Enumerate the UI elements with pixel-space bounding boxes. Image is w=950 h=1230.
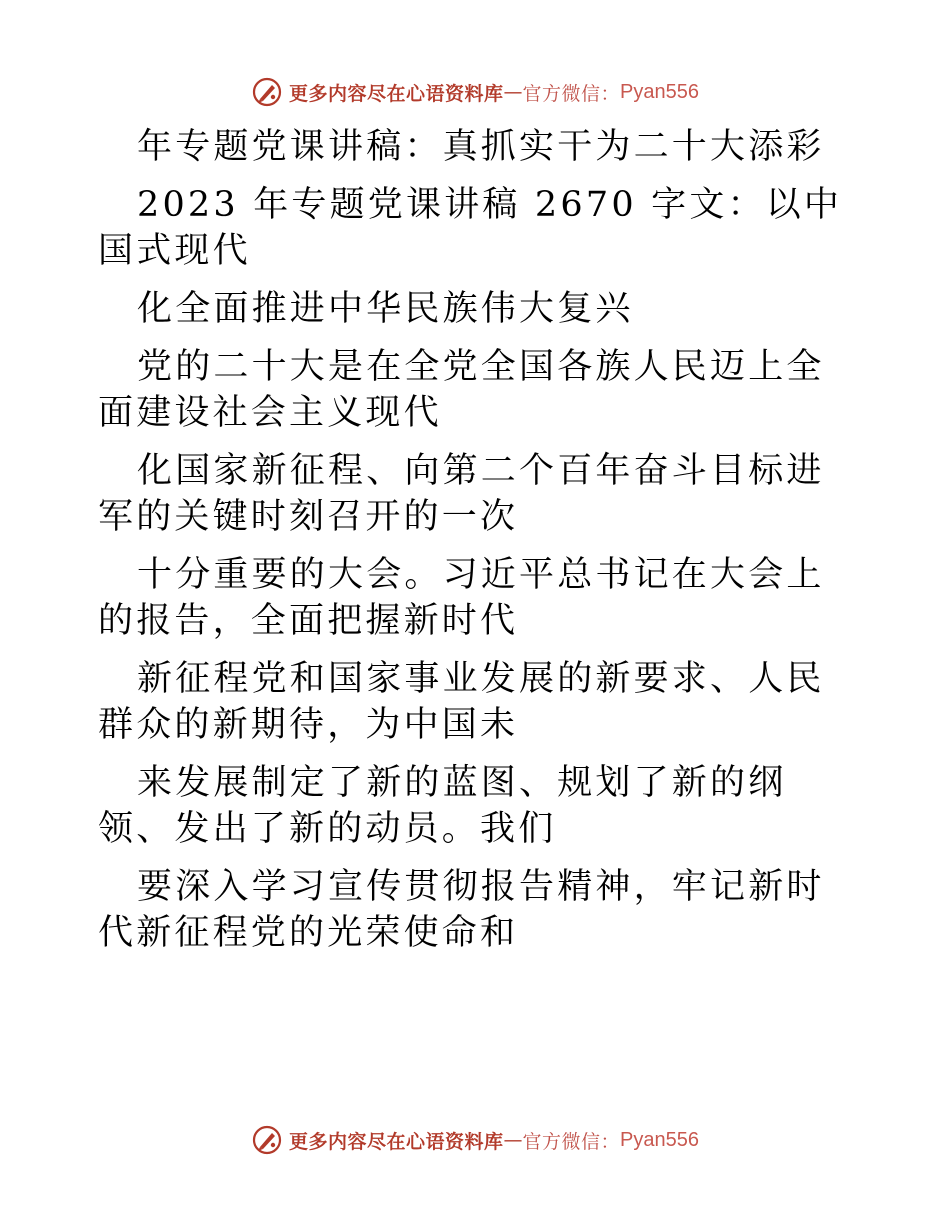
footer-banner <box>0 1120 950 1160</box>
header-wechat-id: Pyan556 <box>620 80 699 103</box>
paragraph-4: 党的二十大是在全党全国各族人民迈上全面建设社会主义现代 <box>98 347 825 433</box>
header-banner <box>0 72 950 112</box>
quill-pen-logo-icon <box>251 1124 283 1156</box>
quill-pen-logo-icon <box>251 76 283 108</box>
paragraph-1: 年专题党课讲稿：真抓实干为二十大添彩 <box>137 127 825 167</box>
paragraph-3: 化全面推进中华民族伟大复兴 <box>137 289 634 329</box>
paragraph-2: 2023 年专题党课讲稿 2670 字文：以中国式现代 <box>98 185 843 271</box>
footer-wechat-id: Pyan556 <box>620 1128 699 1151</box>
paragraph-5: 化国家新征程、向第二个百年奋斗目标进军的关键时刻召开的一次 <box>98 451 825 537</box>
paragraph-9: 要深入学习宣传贯彻报告精神，牢记新时代新征程党的光荣使命和 <box>98 867 825 953</box>
document-body <box>98 124 858 968</box>
footer-dash: — <box>503 1129 523 1151</box>
header-brand-text: 更多内容尽在心语资料库 <box>289 82 504 105</box>
header-dash: — <box>503 81 523 103</box>
header-wechat-label: 官方微信： <box>522 82 621 105</box>
footer-brand-text: 更多内容尽在心语资料库 <box>289 1130 504 1153</box>
paragraph-7: 新征程党和国家事业发展的新要求、人民群众的新期待，为中国未 <box>98 659 825 745</box>
footer-wechat-label: 官方微信： <box>522 1130 621 1153</box>
paragraph-6: 十分重要的大会。习近平总书记在大会上的报告，全面把握新时代 <box>98 555 825 641</box>
paragraph-8: 来发展制定了新的蓝图、规划了新的纲领、发出了新的动员。我们 <box>98 763 787 849</box>
